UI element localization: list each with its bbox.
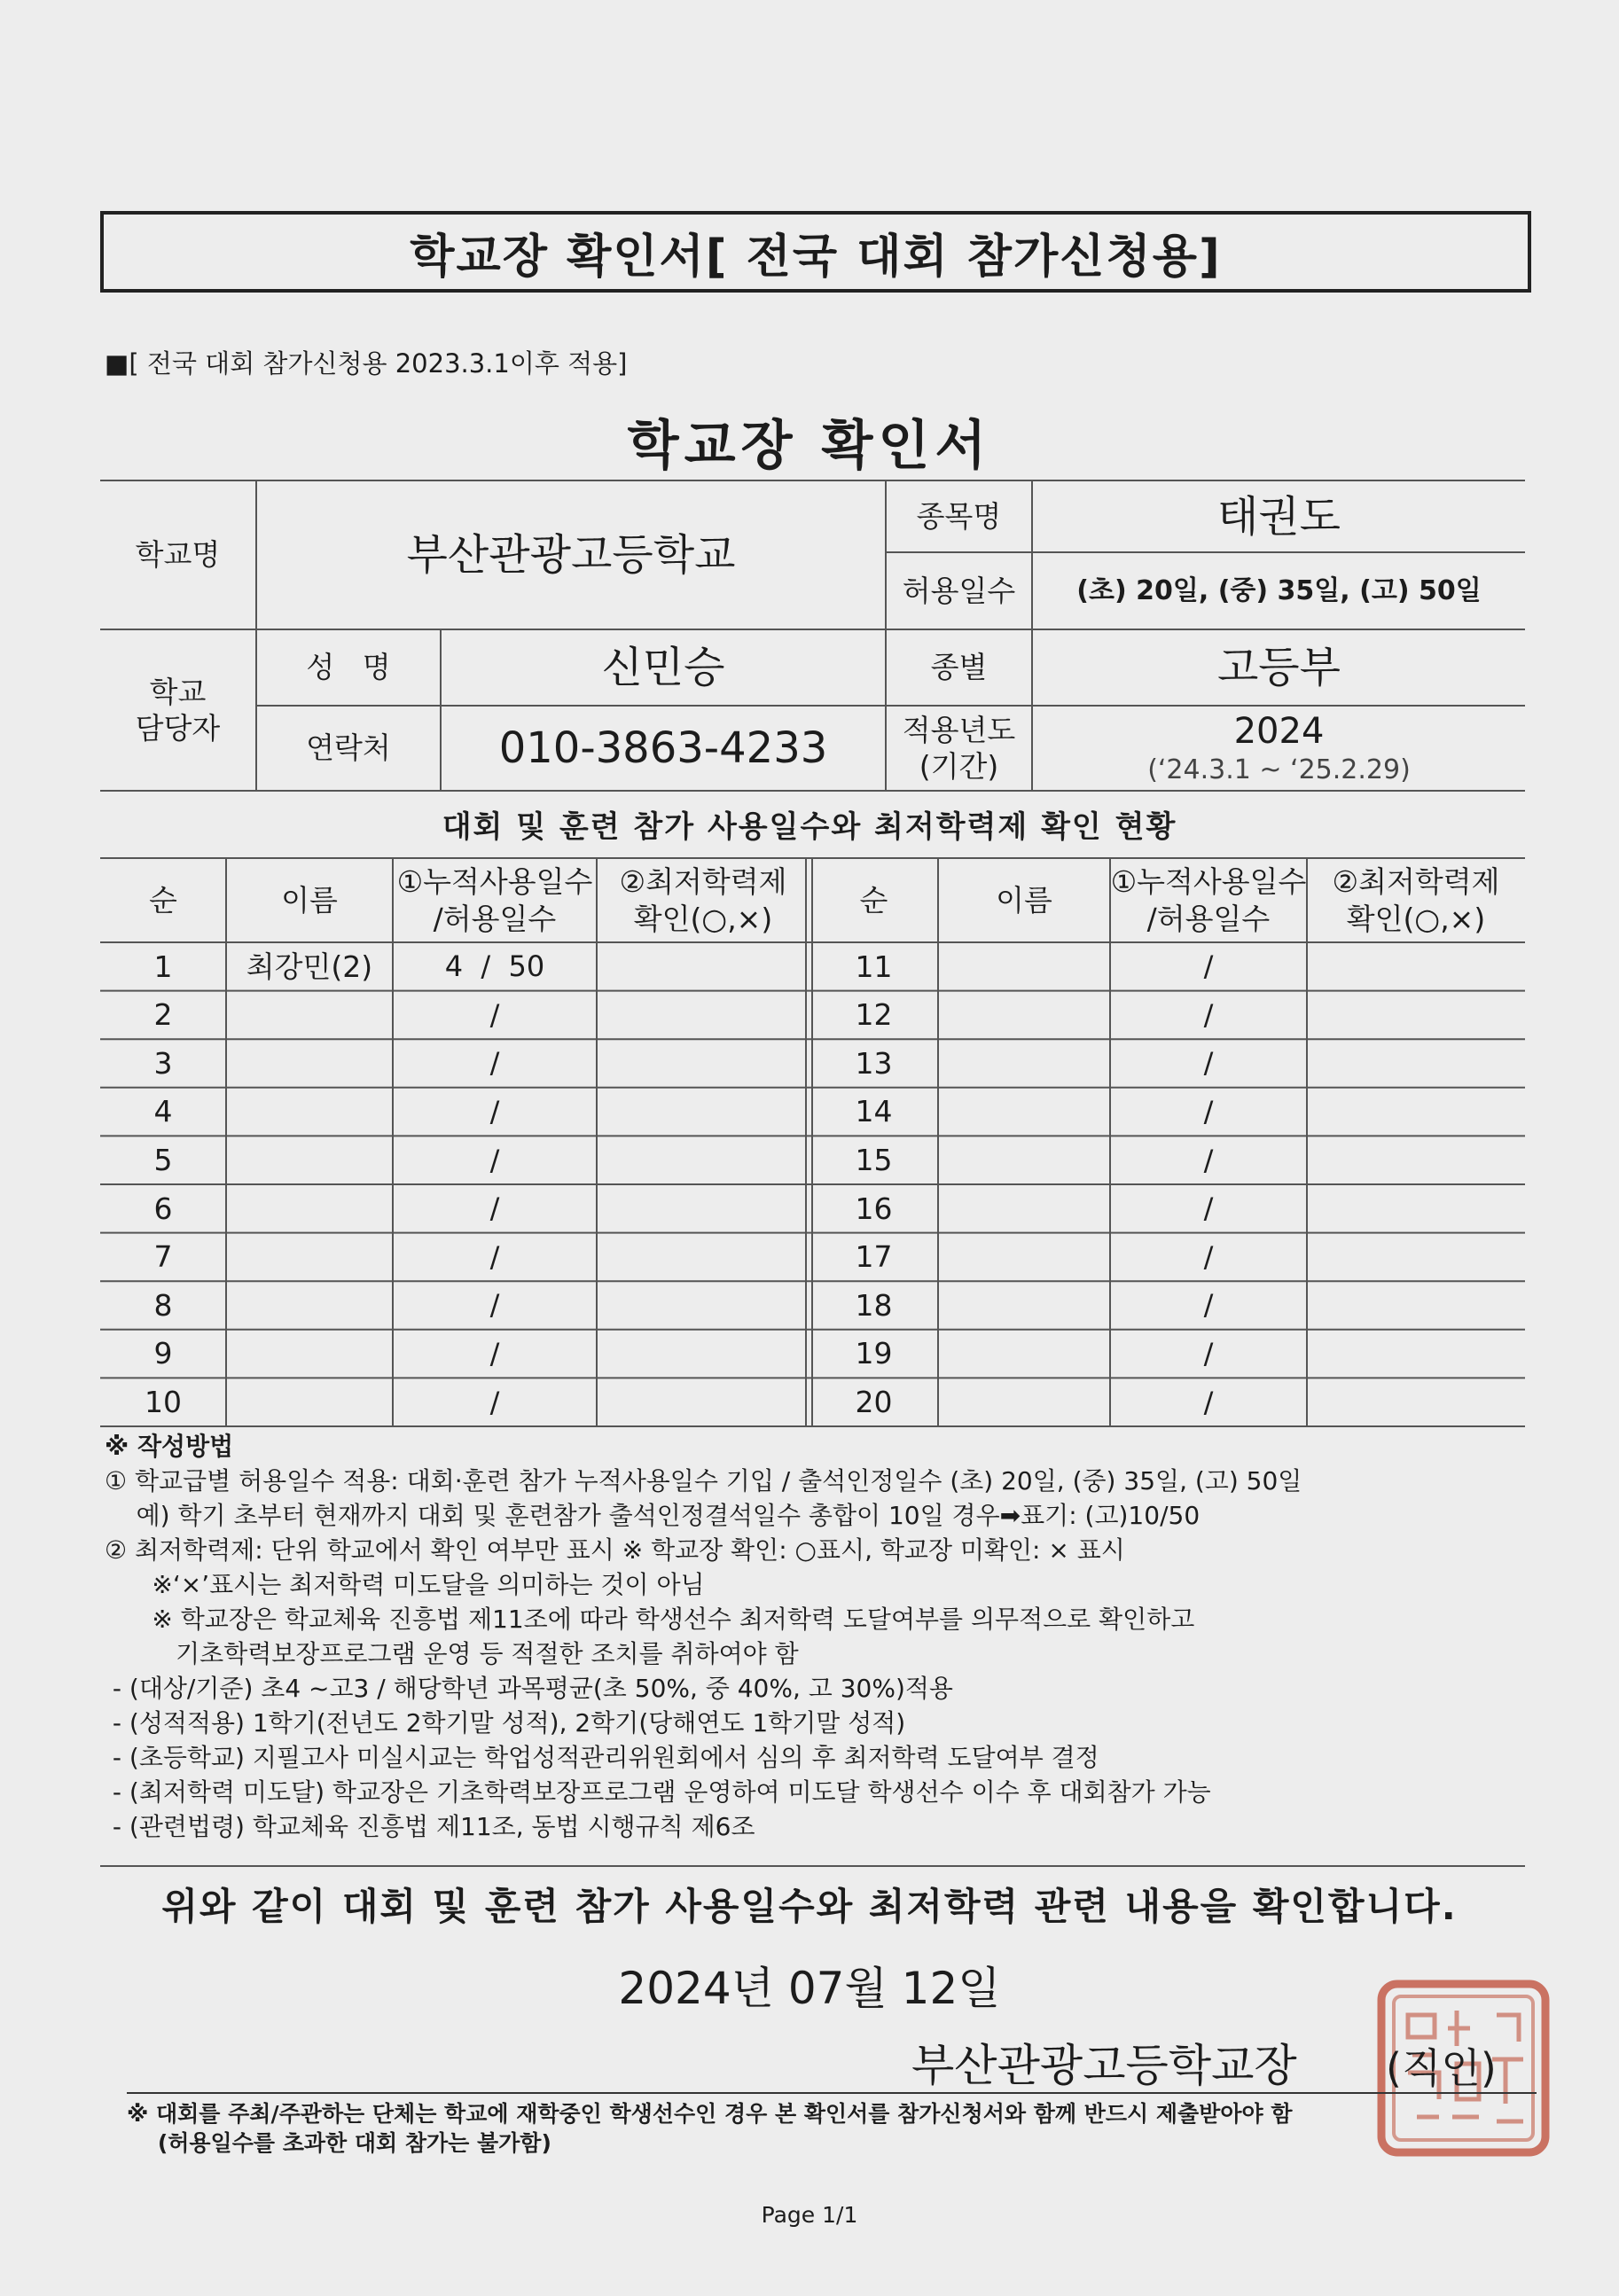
right-header-col-check: ②최저학력제 확인(○,×) xyxy=(1332,864,1500,936)
seal-mark: (직인) xyxy=(1386,2044,1497,2092)
right-row-days: / xyxy=(1203,949,1214,984)
left-row-days: / xyxy=(489,1288,500,1323)
category-value: 고등부 xyxy=(1216,643,1341,692)
right-row-check xyxy=(1307,1330,1525,1378)
right-row-name xyxy=(938,1136,1110,1184)
instruction-line: ※ 학교장은 학교체육 진흥법 제11조에 따라 학생선수 최저학력 도달여부를 의무적으로 확인하고 xyxy=(105,1605,1195,1634)
left-row-name xyxy=(226,1136,393,1184)
boxed-title: 학교장 확인서[ 전국 대회 참가신청용] xyxy=(100,211,1531,293)
right-row-no: 13 xyxy=(855,1045,893,1081)
right-row-days: / xyxy=(1203,1046,1214,1081)
year-period: (‘24.3.1 ~ ‘25.2.29) xyxy=(1147,754,1411,786)
right-row-no: 18 xyxy=(855,1287,893,1323)
page-number: Page 1/1 xyxy=(761,2202,858,2228)
instruction-line: 기초학력보장프로그램 운영 등 적절한 조치를 취하여야 함 xyxy=(105,1639,799,1668)
left-row-check xyxy=(597,1184,810,1233)
form-version: ■[ 전국 대회 참가신청용 2023.3.1이후 적용] xyxy=(105,348,628,379)
left-header-col-no: 순 xyxy=(149,882,177,918)
right-row-days: / xyxy=(1203,1191,1214,1226)
left-row-name xyxy=(226,1281,393,1330)
right-row-no: 20 xyxy=(855,1385,893,1420)
manager-label: 학교 담당자 xyxy=(135,674,221,746)
instruction-line: - (초등학교) 지필고사 미실시교는 학업성적관리위원회에서 심의 후 최저학력 도달여부 결정 xyxy=(105,1743,1099,1772)
left-row-name xyxy=(226,1039,393,1088)
instruction-line: ※ 작성방법 xyxy=(105,1432,234,1461)
left-row-no: 4 xyxy=(153,1094,173,1129)
left-row-check xyxy=(597,1136,810,1184)
left-row-check xyxy=(597,1088,810,1136)
right-row-no: 14 xyxy=(855,1094,893,1129)
instruction-line: - (관련법령) 학교체육 진흥법 제11조, 동법 시행규칙 제6조 xyxy=(105,1812,755,1841)
left-row-days: / xyxy=(489,1239,500,1274)
right-row-check xyxy=(1307,1039,1525,1088)
left-row-name xyxy=(226,1233,393,1282)
instruction-line: - (성적적용) 1학기(전년도 2학기말 성적), 2학기(당해연도 1학기말 성적) xyxy=(105,1708,906,1738)
left-row-name xyxy=(226,991,393,1040)
allowed-days-label: 허용일수 xyxy=(902,573,1016,608)
left-row-days: / xyxy=(489,1191,500,1226)
right-row-check xyxy=(1307,1281,1525,1330)
right-row-no: 17 xyxy=(855,1239,893,1275)
right-row-name xyxy=(938,991,1110,1040)
right-row-name xyxy=(938,1281,1110,1330)
right-row-days: / xyxy=(1203,1239,1214,1274)
left-row-days: 4 / 50 xyxy=(444,949,545,984)
instruction-line: ② 최저학력제: 단위 학교에서 확인 여부만 표시 ※ 학교장 확인: ○표시, 학교장 미확인: × 표시 xyxy=(105,1535,1125,1565)
principal-name: 부산관광고등학교장 xyxy=(911,2040,1297,2091)
left-row-name xyxy=(226,1378,393,1426)
left-row-check xyxy=(597,1233,810,1282)
left-row-check xyxy=(597,1039,810,1088)
instruction-line: ※‘×’표시는 최저학력 미도달을 의미하는 것이 아님 xyxy=(105,1570,705,1599)
instruction-line: 예) 학기 초부터 현재까지 대회 및 훈련참가 출석인정결석일수 총합이 10일 경우➡표기: (고)10/50 xyxy=(105,1501,1201,1530)
left-row-no: 3 xyxy=(153,1045,173,1081)
left-row-no: 8 xyxy=(153,1287,173,1323)
right-row-no: 19 xyxy=(855,1336,893,1371)
instructions xyxy=(105,1429,1541,1844)
left-row-check xyxy=(597,1330,810,1378)
right-row-name xyxy=(938,942,1110,991)
left-row-name xyxy=(226,1088,393,1136)
footnote-line: ※ 대회를 주최/주관하는 단체는 학교에 재학중인 학생선수인 경우 본 확인서를 참가신청서와 함께 반드시 제출받아야 함 xyxy=(127,2101,1293,2127)
right-row-name xyxy=(938,1330,1110,1378)
school-value: 부산관광고등학교 xyxy=(406,530,736,580)
left-row-check xyxy=(597,1281,810,1330)
left-row-days: / xyxy=(489,1385,500,1419)
right-row-name xyxy=(938,1088,1110,1136)
right-row-check xyxy=(1307,1378,1525,1426)
sport-value: 태권도 xyxy=(1216,491,1341,542)
left-row-days: / xyxy=(489,1337,500,1371)
left-row-days: / xyxy=(489,1095,500,1129)
left-row-no: 6 xyxy=(153,1191,173,1226)
right-row-name xyxy=(938,1039,1110,1088)
right-row-no: 16 xyxy=(855,1191,893,1226)
left-row-no: 5 xyxy=(153,1143,173,1178)
footnote xyxy=(127,2099,1537,2158)
left-row-check xyxy=(597,1378,810,1426)
left-row-no: 1 xyxy=(153,949,173,984)
left-header-col-check: ②최저학력제 확인(○,×) xyxy=(619,864,787,936)
allowed-days-value: (초) 20일, (중) 35일, (고) 50일 xyxy=(1076,574,1482,606)
left-row-no: 9 xyxy=(153,1336,173,1371)
right-row-no: 12 xyxy=(855,997,893,1033)
confirmation-statement: 위와 같이 대회 및 훈련 참가 사용일수와 최저학력 관련 내용을 확인합니다. xyxy=(161,1885,1458,1928)
contact-label: 연락처 xyxy=(306,730,391,766)
right-row-check xyxy=(1307,942,1525,991)
right-header-col-name: 이름 xyxy=(996,882,1052,918)
left-row-no: 2 xyxy=(153,997,173,1033)
right-row-no: 15 xyxy=(855,1143,893,1178)
left-row-no: 10 xyxy=(145,1385,182,1420)
left-header-col-name: 이름 xyxy=(281,882,338,918)
instruction-line: ① 학교급별 허용일수 적용: 대회·훈련 참가 누적사용일수 기입 / 출석인정일수 (초) 20일, (중) 35일, (고) 50일 xyxy=(105,1466,1302,1496)
right-row-days: / xyxy=(1203,1337,1214,1371)
right-header-col-no: 순 xyxy=(859,882,888,918)
right-row-no: 11 xyxy=(855,949,893,984)
footnote-line: (허용일수를 초과한 대회 참가는 불가함) xyxy=(127,2130,551,2156)
instruction-line: - (최저학력 미도달) 학교장은 기초학력보장프로그램 운영하여 미도달 학생선수 이수 후 대회참가 가능 xyxy=(105,1777,1211,1807)
right-row-days: / xyxy=(1203,997,1214,1032)
right-row-days: / xyxy=(1203,1385,1214,1419)
issue-date: 2024년 07월 12일 xyxy=(618,1963,1001,2014)
left-row-no: 7 xyxy=(153,1239,173,1275)
right-row-days: / xyxy=(1203,1288,1214,1323)
left-row-name xyxy=(226,1184,393,1233)
year-value: 2024 xyxy=(1233,711,1325,753)
right-row-check xyxy=(1307,1233,1525,1282)
right-row-days: / xyxy=(1203,1143,1214,1177)
right-row-check xyxy=(1307,1088,1525,1136)
left-row-check xyxy=(597,991,810,1040)
name-label: 성 명 xyxy=(306,650,391,685)
year-label: 적용년도 (기간) xyxy=(902,712,1016,784)
left-row-days: / xyxy=(489,1143,500,1177)
left-row-check xyxy=(597,942,810,991)
contact-value: 010-3863-4233 xyxy=(498,723,828,773)
left-row-name xyxy=(226,1330,393,1378)
right-row-name xyxy=(938,1184,1110,1233)
instruction-line: - (대상/기준) 초4 ~고3 / 해당학년 과목평균(초 50%, 중 40%, 고 30%)적용 xyxy=(105,1674,953,1703)
right-row-check xyxy=(1307,991,1525,1040)
left-header-col-days: ①누적사용일수 /허용일수 xyxy=(396,864,593,936)
right-header-col-days: ①누적사용일수 /허용일수 xyxy=(1110,864,1307,936)
left-row-days: / xyxy=(489,1046,500,1081)
category-label: 종별 xyxy=(930,650,988,685)
school-label: 학교명 xyxy=(135,537,221,573)
left-row-days: / xyxy=(489,997,500,1032)
right-row-name xyxy=(938,1233,1110,1282)
usage-table-heading: 대회 및 훈련 참가 사용일수와 최저학력제 확인 현황 xyxy=(442,809,1177,845)
right-row-name xyxy=(938,1378,1110,1426)
right-row-check xyxy=(1307,1136,1525,1184)
right-row-check xyxy=(1307,1184,1525,1233)
name-value: 신민승 xyxy=(601,643,725,692)
left-row-name: 최강민(2) xyxy=(246,949,373,984)
document-title: 학교장 확인서 xyxy=(627,415,992,477)
right-row-days: / xyxy=(1203,1095,1214,1129)
sport-label: 종목명 xyxy=(916,498,1002,534)
